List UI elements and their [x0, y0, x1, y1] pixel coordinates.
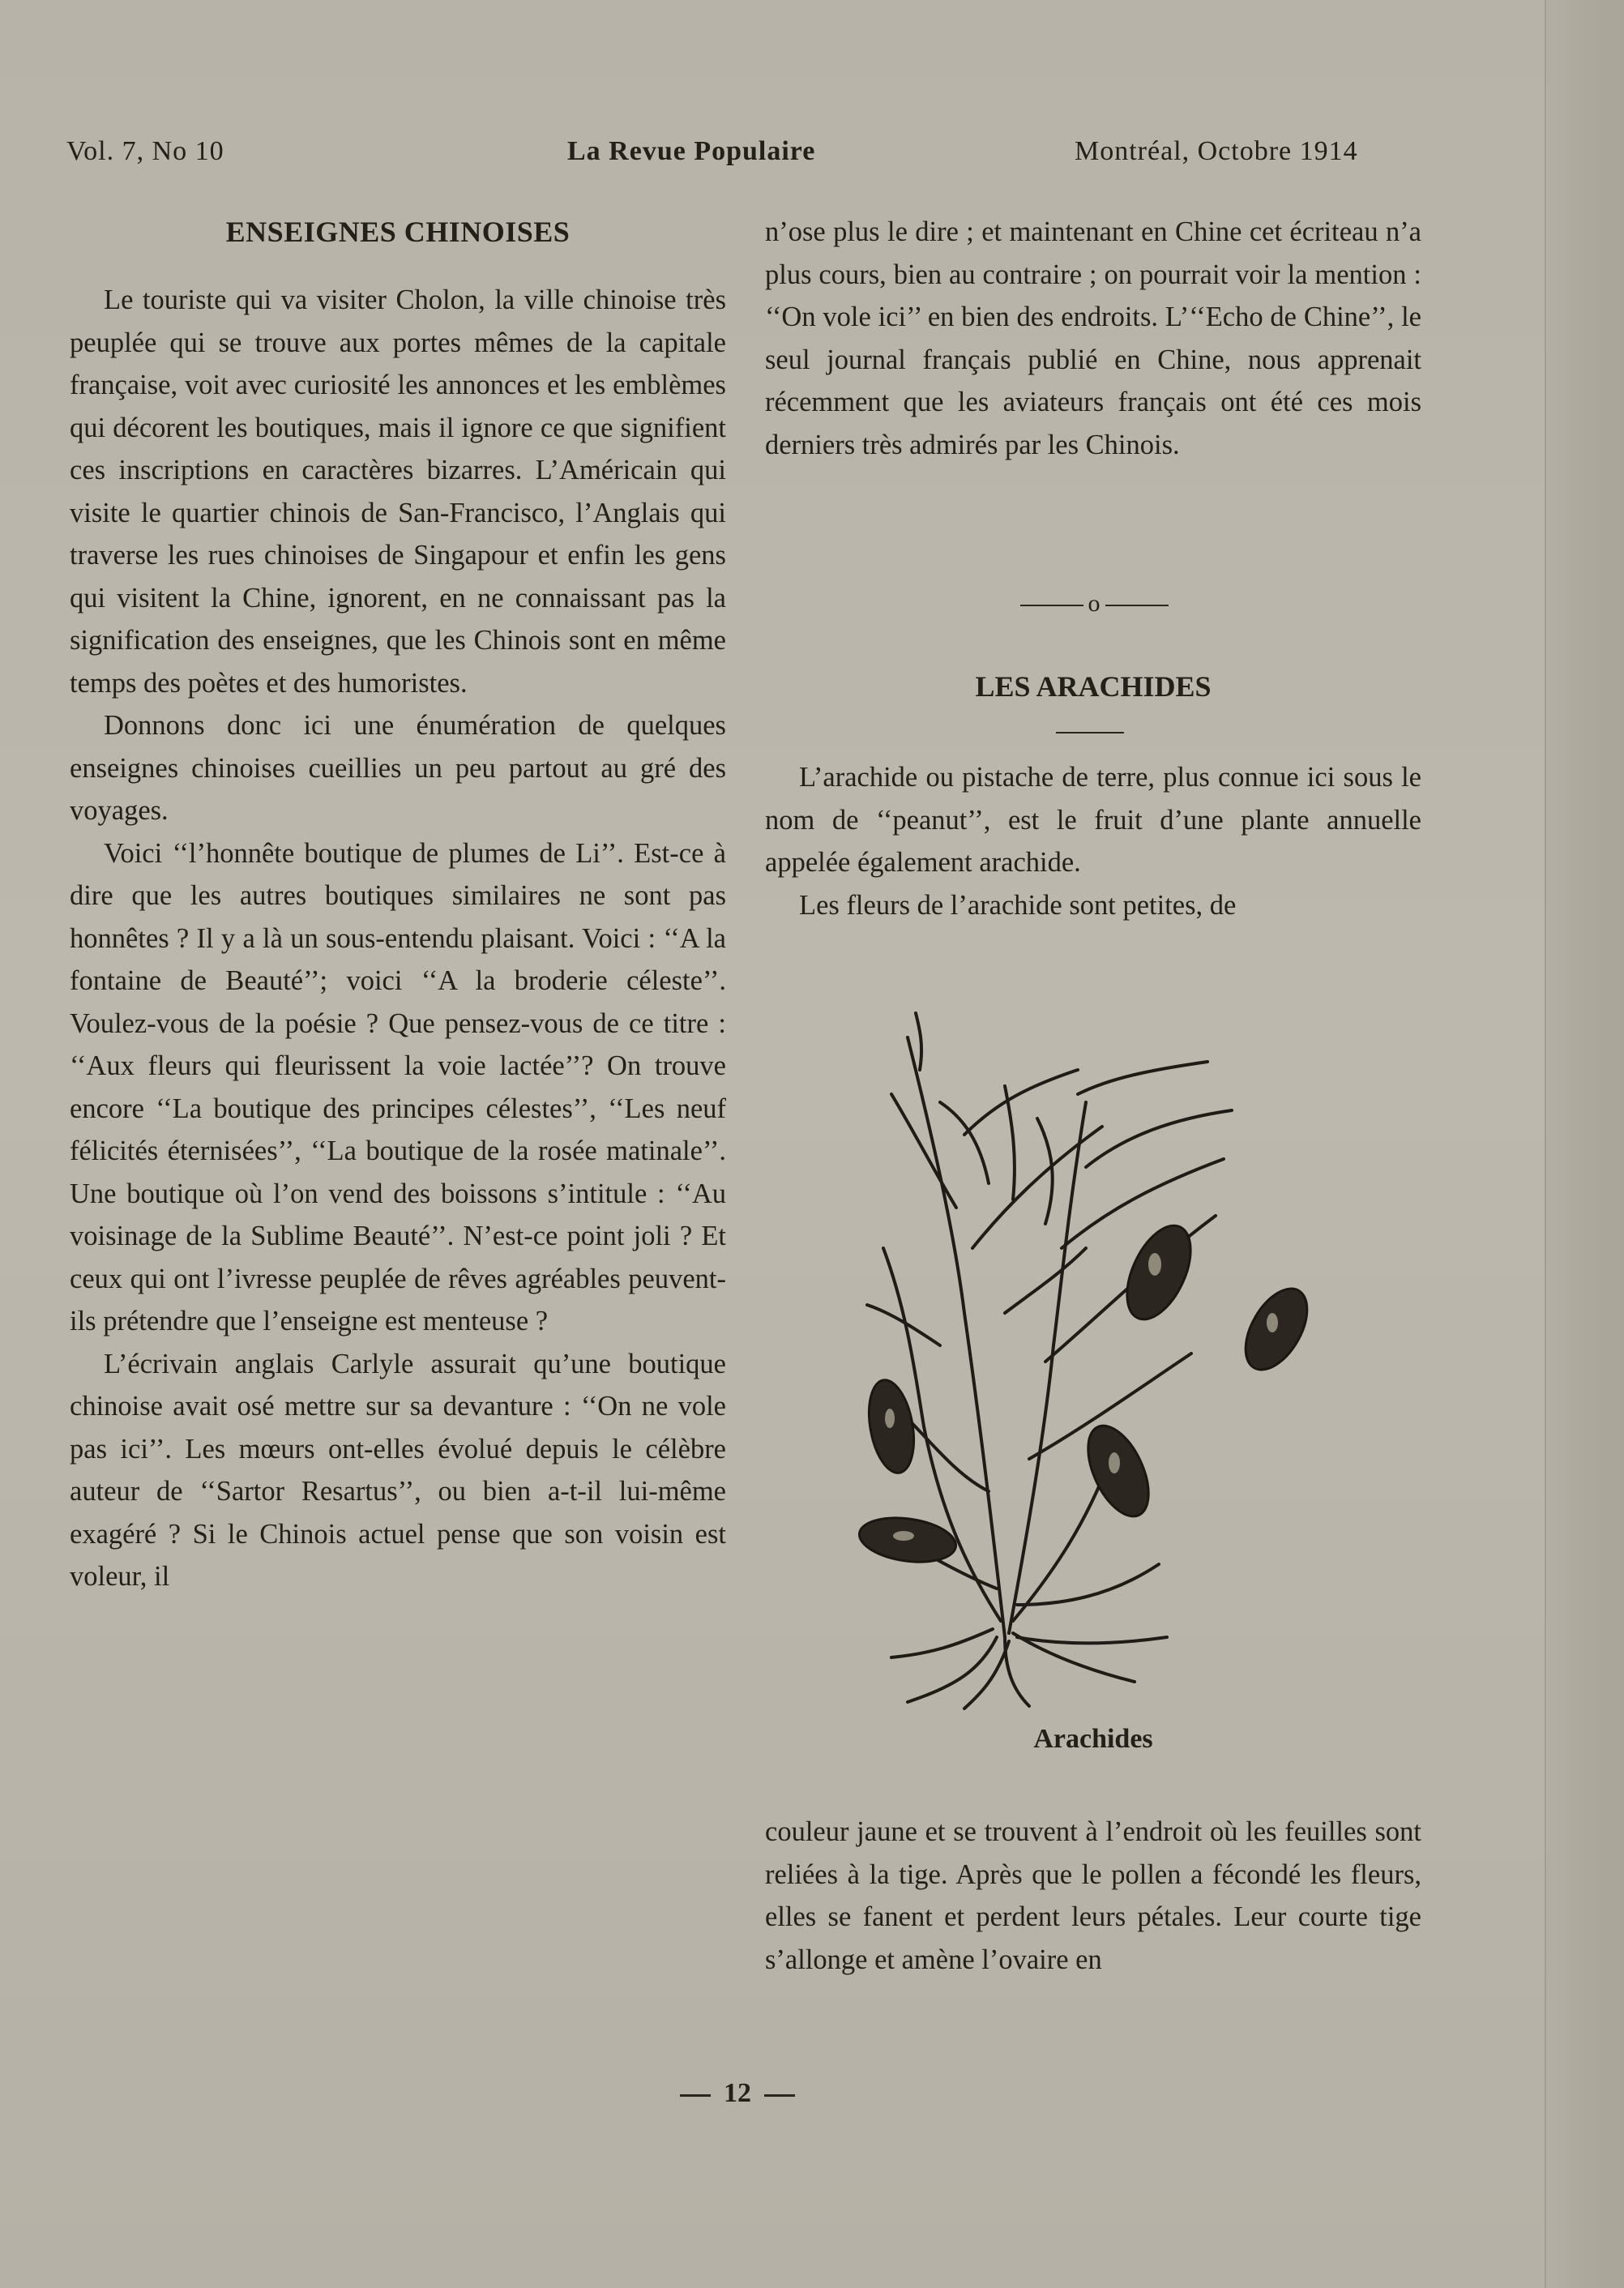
page-edge — [1545, 0, 1624, 2288]
page-number-text: 12 — [724, 2078, 751, 2108]
header-place-date: Montréal, Octobre 1914 — [1075, 136, 1358, 166]
header-volume: Vol. 7, No 10 — [66, 136, 224, 166]
folio-dash — [680, 2094, 711, 2097]
article2-continuation-text: couleur jaune et se trouvent à l’endroit où les feuilles sont reliées à la tige. Après que le pollen a fécondé les fleurs, elles se fanent et perdent leurs pétales. Leur courte tige s’allonge et amène l’ovaire en — [765, 1816, 1421, 1975]
article1-paragraph: Voici ‘‘l’honnête boutique de plumes de Li’’. Est-ce à dire que les autres boutiques similaires ne sont pas honnêtes ? Il y a là un sous-entendu plaisant. Voici : ‘‘A la fontaine de Beauté’’; voici ‘‘A la broderie céleste’’. Voulez-vous de la poésie ? Que pensez-vous de ce titre : ‘‘Aux fleurs qui fleurissent la voie lactée’’? On trouve encore ‘‘La boutique des principes célestes’’, ‘‘Les neuf félicités éternisées’’, ‘‘La boutique de la rosée matinale’’. Une boutique où l’on vend des boissons s’intitule : ‘‘Au voisinage de la Sublime Beauté’’. N’est-ce point joli ? Et ceux qui ont l’ivresse peuplée de rêves agréables peuvent-ils prétendre que l’enseigne est menteuse ? — [70, 837, 726, 1336]
article1-paragraph: Le touriste qui va visiter Cholon, la ville chinoise très peuplée qui se trouve aux portes mêmes de la capitale française, voit avec curiosité les annonces et les emblèmes qui décorent les boutiques, mais il ignore ce que signifient ces inscriptions en caractères bizarres. L’Américain qui visite le quartier chinois de San-Francisco, l’Anglais qui traverse les rues chinoises de Singapour et enfin les gens qui visitent la Chine, ignorent, en ne connaissant pas la signification des enseignes, que les Chinois sont en même temps des poètes et des humoristes. — [70, 284, 726, 699]
peanut-plant-illustration — [843, 1005, 1345, 1710]
article1-continuation-text: n’ose plus le dire ; et maintenant en Chine cet écriteau n’a plus cours, bien au contraire ; on pourrait voir la mention : ‘‘On vole ici’’ en bien des endroits. L’‘‘Echo de Chine’’, le seul journal français publié en Chine, nous apprenait récemment que les aviateurs français ont été ces mois derniers très admirés par les Chinois. — [765, 216, 1421, 460]
article2-continuation — [765, 1811, 1421, 1981]
peanut-plant-icon — [843, 1005, 1345, 1710]
article1-continuation — [765, 211, 1421, 466]
article2-title: LES ARACHIDES — [975, 670, 1212, 703]
page-number — [648, 2078, 827, 2109]
figure-caption: Arachides — [1033, 1724, 1153, 1754]
folio-dash — [764, 2094, 795, 2097]
separator-mark: o — [1088, 590, 1100, 617]
section-separator — [1009, 590, 1179, 618]
title-rule — [1056, 732, 1124, 733]
separator-line — [1105, 605, 1169, 606]
header-publication: La Revue Populaire — [567, 136, 816, 166]
article1-title: ENSEIGNES CHINOISES — [225, 216, 571, 248]
article2-paragraph: L’arachide ou pistache de terre, plus connue ici sous le nom de ‘‘peanut’’, est le fruit d’une plante annuelle appelée également arachide. — [765, 762, 1421, 878]
article1-paragraph: Donnons donc ici une énumération de quelques enseignes chinoises cueillies un peu partout au gré des voyages. — [70, 710, 726, 826]
article2-paragraph: Les fleurs de l’arachide sont petites, de — [799, 889, 1237, 921]
article1-paragraph: L’écrivain anglais Carlyle assurait qu’une boutique chinoise avait osé mettre sur sa devanture : ‘‘On ne vole pas ici’’. Les mœurs ont-elles évolué depuis le célèbre auteur de ‘‘Sartor Resartus’’, ou bien a-t-il lui-même exagéré ? Si le Chinois actuel pense que son voisin est voleur, il — [70, 1348, 726, 1592]
article1-column — [70, 211, 726, 1598]
article2-column — [765, 756, 1421, 926]
separator-line — [1020, 605, 1083, 606]
